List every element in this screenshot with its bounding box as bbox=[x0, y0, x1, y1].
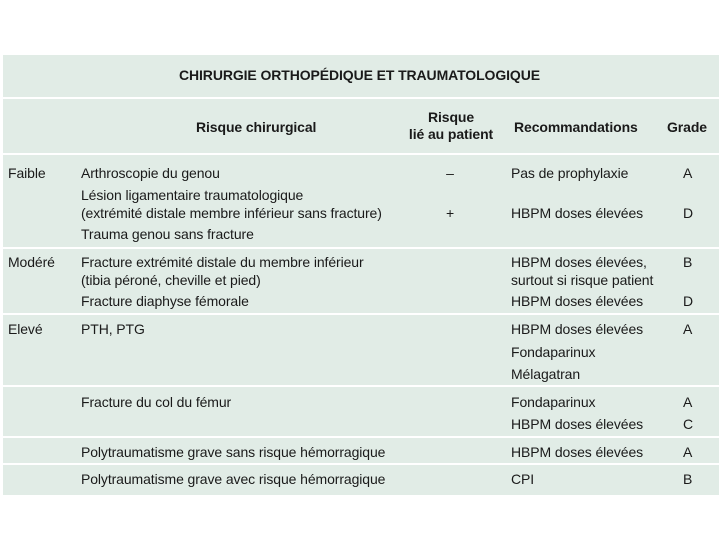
header-recommendations: Recommandations bbox=[514, 119, 638, 135]
risk-cell: Arthroscopie du genou bbox=[81, 165, 220, 181]
level-modere: Modéré bbox=[8, 254, 55, 270]
divider bbox=[3, 153, 719, 155]
orthopedic-surgery-table bbox=[3, 55, 719, 495]
grade-cell: A bbox=[683, 165, 693, 181]
recommendation-cell: CPI bbox=[511, 471, 535, 487]
risk-cell: (extrémité distale membre inférieur sans fracture) bbox=[81, 205, 382, 221]
divider bbox=[3, 313, 719, 315]
grade-cell: C bbox=[683, 416, 694, 432]
divider bbox=[3, 463, 719, 465]
risk-cell: Fracture diaphyse fémorale bbox=[81, 293, 249, 309]
risk-cell: Fracture extrémité distale du membre inférieur bbox=[81, 254, 364, 270]
recommendation-cell: HBPM doses élevées bbox=[511, 416, 644, 432]
recommendation-cell: HBPM doses élevées bbox=[511, 205, 644, 221]
table-title: CHIRURGIE ORTHOPÉDIQUE ET TRAUMATOLOGIQUE bbox=[179, 67, 540, 83]
header-patient-line1: Risque bbox=[427, 109, 475, 125]
risk-cell: Lésion ligamentaire traumatologique bbox=[81, 187, 304, 203]
risk-cell: Trauma genou sans fracture bbox=[81, 226, 254, 242]
divider bbox=[3, 385, 719, 387]
grade-cell: B bbox=[683, 471, 693, 487]
grade-cell: A bbox=[683, 321, 693, 337]
grade-cell: A bbox=[683, 394, 693, 410]
recommendation-cell: HBPM doses élevées, bbox=[511, 254, 647, 270]
grade-cell: B bbox=[683, 254, 693, 270]
divider bbox=[3, 247, 719, 249]
recommendation-cell: Fondaparinux bbox=[511, 394, 596, 410]
recommendation-cell: Pas de prophylaxie bbox=[511, 165, 629, 181]
recommendation-cell: HBPM doses élevées bbox=[511, 321, 644, 337]
divider bbox=[3, 436, 719, 438]
recommendation-cell: Fondaparinux bbox=[511, 344, 596, 360]
header-risk: Risque chirurgical bbox=[196, 119, 317, 135]
risk-cell: PTH, PTG bbox=[81, 321, 145, 337]
recommendation-cell: HBPM doses élevées bbox=[511, 444, 644, 460]
recommendation-cell: Mélagatran bbox=[511, 366, 581, 382]
risk-cell: Polytraumatisme grave sans risque hémorragique bbox=[81, 444, 386, 460]
grade-cell: D bbox=[683, 293, 694, 309]
divider bbox=[3, 97, 719, 99]
patient-risk-cell: – bbox=[446, 165, 454, 181]
level-faible: Faible bbox=[8, 165, 46, 181]
grade-cell: A bbox=[683, 444, 693, 460]
patient-risk-cell: + bbox=[445, 205, 455, 221]
recommendation-cell: surtout si risque patient bbox=[511, 272, 654, 288]
grade-cell: D bbox=[683, 205, 694, 221]
risk-cell: Fracture du col du fémur bbox=[81, 394, 232, 410]
risk-cell: Polytraumatisme grave avec risque hémorragique bbox=[81, 471, 386, 487]
risk-cell: (tibia péroné, cheville et pied) bbox=[81, 272, 261, 288]
level-eleve: Elevé bbox=[8, 321, 43, 337]
header-patient-line2: lié au patient bbox=[408, 126, 494, 142]
header-grade: Grade bbox=[667, 119, 707, 135]
recommendation-cell: HBPM doses élevées bbox=[511, 293, 644, 309]
